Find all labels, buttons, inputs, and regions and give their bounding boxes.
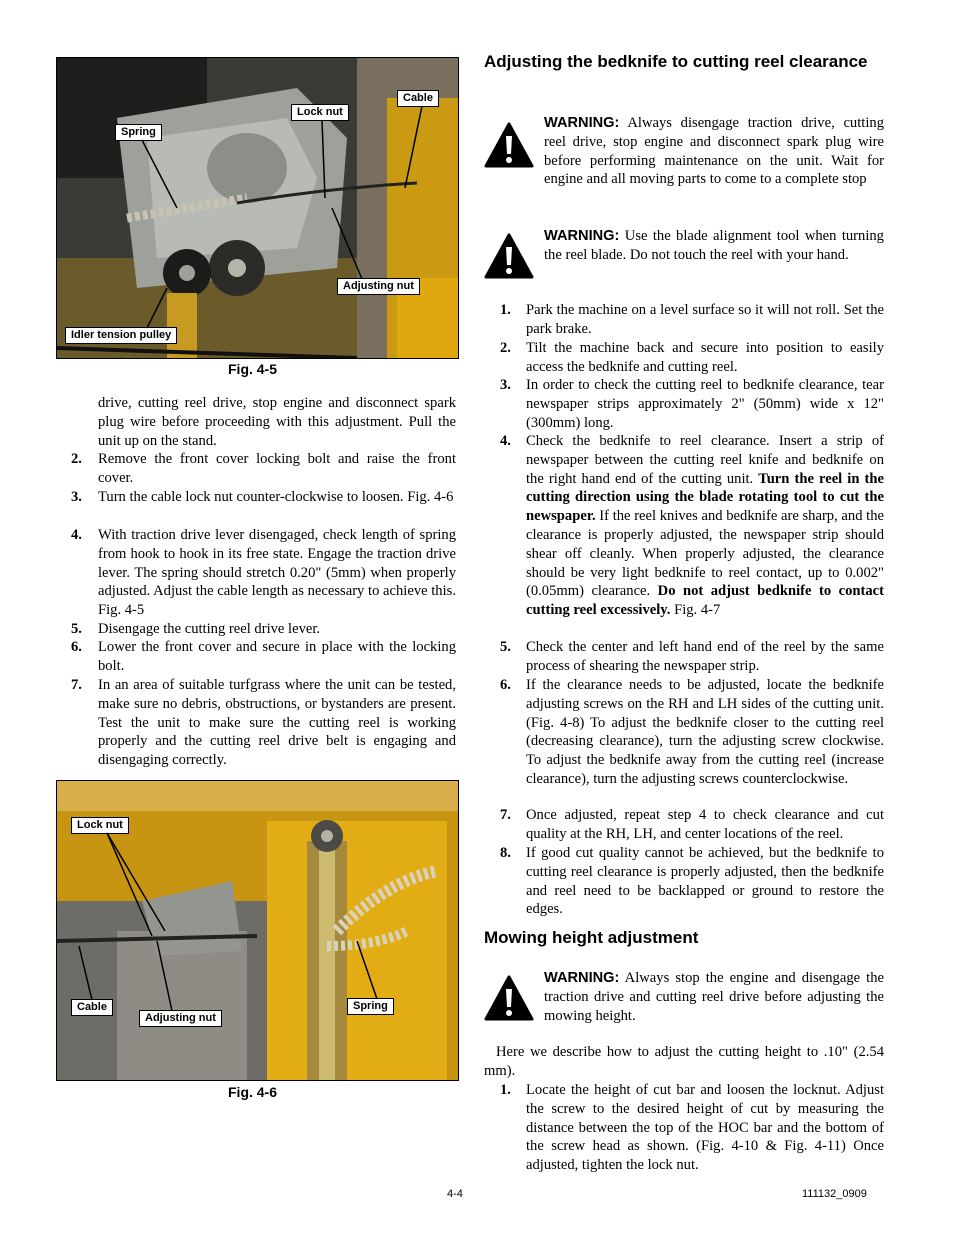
step-text: Check the center and left hand end of the reel by the same process of shearing the newspaper strip. [526,639,884,674]
warning-block-1 [484,114,884,210]
figure-4-5-caption: Fig. 4-5 [228,361,278,377]
right-step-2 [500,339,884,377]
step-number: 1. [500,1082,511,1098]
page-number: 4-4 [447,1188,463,1200]
warning-body: Always stop the engine and disengage the traction drive and cutting reel drive before adjusting the mowing height. [544,970,884,1024]
callout-spring: Spring [347,998,394,1015]
warning-text [544,227,884,265]
step-text: Disengage the cutting reel drive lever. [98,621,321,637]
step-number: 5. [500,639,511,655]
step-text: Lower the front cover and secure in place with the locking bolt. [98,639,456,674]
left-step-2 [71,450,456,488]
callout-adjusting-nut: Adjusting nut [139,1010,222,1027]
step-text-bold: Do not adjust bedknife to contact cutting reel excessively. [526,583,884,619]
figure-4-6-caption: Fig. 4-6 [228,1084,278,1100]
step-number: 3. [71,489,82,505]
warning-body: Always disengage traction drive, cutting reel drive, stop engine and disconnect spark plug wire before performing maintenance on the unit. Wait for engine and all moving parts to come to a complete stop [544,115,884,188]
step-text: Locate the height of cut bar and loosen the locknut. Adjust the screw to the desired height of cut by measuring the distance between the top of the HOC bar and the bottom of the screw head as shown. (Fig. 4-10 & Fig. 4-11) Once adjusted, tighten the lock nut. [526,1082,884,1174]
right-step-4 [500,432,884,638]
step-text: Once adjusted, repeat step 4 to check clearance and cut quality at the RH, LH, and center locations of the reel. [526,807,884,842]
mowing-intro: Here we describe how to adjust the cutting height to .10" (2.54 mm). [484,1044,884,1079]
step-number: 2. [71,451,82,467]
warning-icon [484,975,534,1023]
callout-leader-lines [57,781,458,1080]
left-step-5 [71,620,456,639]
left-step-4 [71,526,456,620]
step-text: Park the machine on a level surface so it will not roll. Set the park brake. [526,302,884,337]
callout-idler-tension-pulley: Idler tension pulley [65,327,177,344]
warning-text [544,114,884,189]
right-step-7 [500,806,884,844]
warning-label: WARNING: [544,970,620,986]
step-number: 7. [500,807,511,823]
right-step-1 [500,301,884,339]
callout-leader-lines [57,58,458,358]
figure-4-6-photo [56,780,459,1081]
right-step-8 [500,844,884,920]
document-number: 111132_0909 [802,1188,867,1200]
step-text: In order to check the cutting reel to bedknife clearance, tear newspaper strips approximately 2" (50mm) wide x 12" (300mm) long. [526,377,884,431]
callout-lock-nut: Lock nut [291,104,349,121]
step-text: Turn the cable lock nut counter-clockwise to loosen. Fig. 4-6 [98,489,454,505]
step-text: With traction drive lever disengaged, check length of spring from hook to hook in its free state. Engage the traction drive lever. The spring should stretch 0.20" (5mm) when properly adjusted. Adjust the cable length as necessary to achieve this. Fig. 4-5 [98,527,456,619]
mow-step-1 [500,1081,884,1175]
step-number: 4. [500,433,511,449]
step-text: In an area of suitable turfgrass where the unit can be tested, make sure no debris, obstructions, or bystanders are present. Test the unit to make sure the cutting reel is working properly and the cutting reel drive belt is engaging and disengaging correctly. [98,677,456,769]
left-step-3 [71,488,456,526]
step-text-part: If the reel knives and bedknife are sharp, and the clearance is properly adjusted, the newspaper strip should shear off cleanly. When properly adjusted, the clearance should be very light bedknife to reel contact, up to 0.002" (0.05mm) clearance. [526,508,884,600]
warning-label: WARNING: [544,115,620,131]
callout-spring: Spring [115,124,162,141]
step-text: If the clearance needs to be adjusted, locate the bedknife adjusting screws on the RH and LH sides of the cutting unit. (Fig. 4-8) To adjust the bedknife closer to the cutting reel (decreasing clearance), turn the adjusting screw clockwise. To adjust the bedknife away from the cutting reel (increase clearance), turn the adjusting screws counterclockwise. [526,677,884,787]
step-number: 2. [500,340,511,356]
warning-block-2 [484,227,884,287]
step-text: Remove the front cover locking bolt and raise the front cover. [98,451,456,486]
step-text-part: Fig. 4-7 [674,602,721,619]
step-number: 6. [500,677,511,693]
warning-body: Use the blade alignment tool when turning the reel blade. Do not touch the reel with your hand. [544,228,884,263]
callout-adjusting-nut: Adjusting nut [337,278,420,295]
step-number: 3. [500,377,511,393]
continuation-paragraph: drive, cutting reel drive, stop engine and disconnect spark plug wire before proceeding with this adjustment. Pull the unit up on the stand. [98,395,456,449]
heading-mowing-height: Mowing height adjustment [484,928,699,947]
heading-bedknife-clearance: Adjusting the bedknife to cutting reel clearance [484,52,868,71]
callout-lock-nut: Lock nut [71,817,129,834]
step-number: 4. [71,527,82,543]
step-text-bold: Turn the reel in the cutting direction using the blade rotating tool to cut the newspaper. [526,470,884,525]
left-step-7 [71,676,456,770]
step-text: If good cut quality cannot be achieved, but the bedknife to cutting reel clearance is properly adjusted, then the bedknife and reel need to be backlapped or ground to restore the edges. [526,845,884,918]
step-text: Tilt the machine back and secure into position to easily access the bedknife and cutting reel. [526,340,884,375]
step-text [526,432,884,620]
right-step-6 [500,676,884,808]
step-number: 1. [500,302,511,318]
callout-cable: Cable [71,999,113,1016]
right-step-3 [500,376,884,432]
warning-block-3 [484,969,884,1029]
callout-cable: Cable [397,90,439,107]
step-number: 6. [71,639,82,655]
step-text-part: Check the bedknife to reel clearance. Insert a strip of newspaper between the cutting reel knife and bedknife on the right hand end of the cutting unit. [526,433,884,487]
right-step-5 [500,638,884,676]
warning-icon [484,122,534,170]
warning-text [544,969,884,1025]
left-step-6 [71,638,456,676]
figure-4-5-photo [56,57,459,359]
warning-icon [484,233,534,281]
step-number: 8. [500,845,511,861]
step-number: 5. [71,621,82,637]
warning-label: WARNING: [544,228,620,244]
step-number: 7. [71,677,82,693]
